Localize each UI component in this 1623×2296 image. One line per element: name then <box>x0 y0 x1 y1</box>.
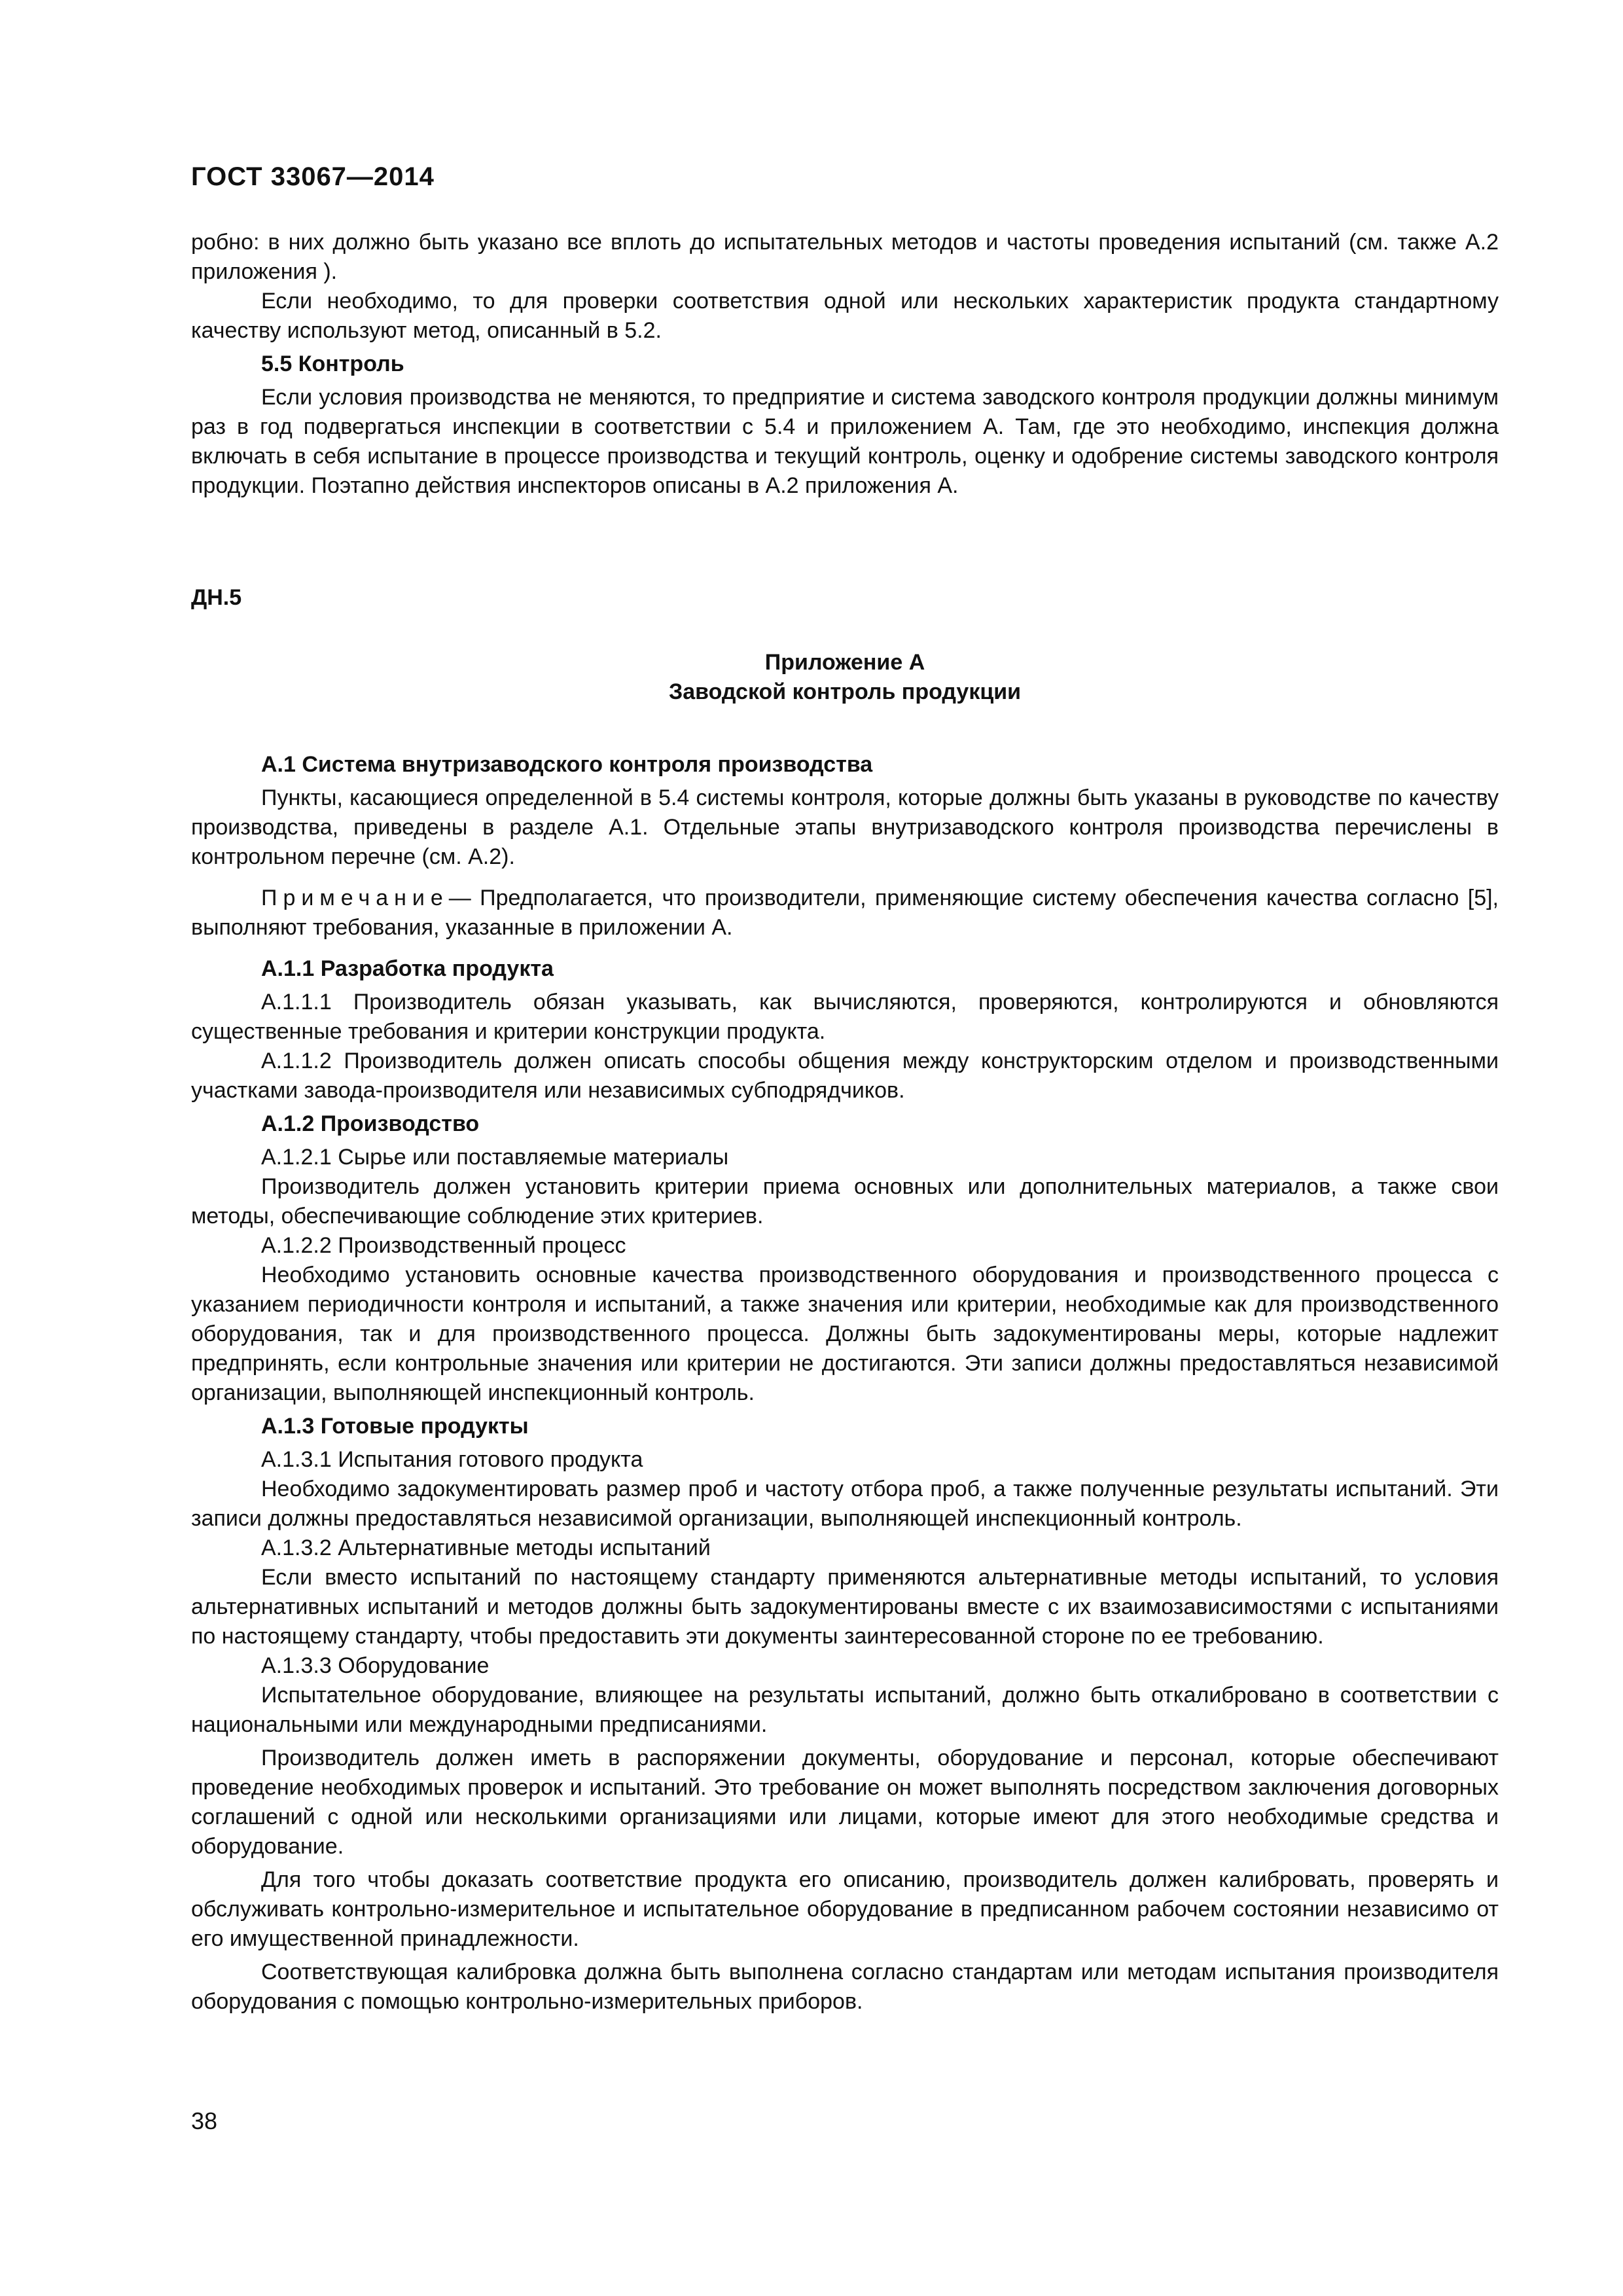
paragraph: Испытательное оборудование, влияющее на результаты испытаний, должно быть откалибровано в соответствии с национальными или международными предписаниями. <box>191 1683 1499 1737</box>
paragraph: Если необходимо, то для проверки соответствия одной или нескольких характеристик продукта стандартному качеству используют метод, описанный в 5.2. <box>191 289 1499 343</box>
paragraph: Для того чтобы доказать соответствие продукта его описанию, производитель должен калибровать, проверять и обслуживать контрольно-измерительное и испытательное оборудование в предписанном рабочем состоянии независимо от его имущественной принадлежности. <box>191 1867 1499 1951</box>
section-heading: А.1.1 Разработка продукта <box>261 956 554 981</box>
subsection-title: А.1.2.2 Производственный процесс <box>261 1233 626 1258</box>
subsection-title: А.1.3.1 Испытания готового продукта <box>261 1447 643 1472</box>
subsection-title: А.1.3.2 Альтернативные методы испытаний <box>261 1535 711 1560</box>
section-heading: А.1.3 Готовые продукты <box>261 1414 529 1439</box>
paragraph: Необходимо установить основные качества производственного оборудования и производственного процесса с указанием периодичности контроля и испытаний, а также значения или критерии, необходимые как для производственного оборудования, так и для производственного процесса. Должны быть задокументированы меры, которые надлежит предпринять, если контрольные значения или критерии не достигаются. Эти записи должны предоставляться независимой организации, выполняющей инспекционный контроль. <box>191 1263 1499 1405</box>
paragraph: робно: в них должно быть указано все вплоть до испытательных методов и частоты проведения испытаний (см. также А.2 приложения ). <box>191 230 1499 284</box>
annex-title: Приложение А <box>764 650 925 675</box>
dn-label: ДН.5 <box>191 585 242 610</box>
paragraph: Если условия производства не меняются, то предприятие и система заводского контроля продукции должны минимум раз в год подвергаться инспекции в соответствии с 5.4 и приложением А. Там, где это необходимо, инспекция должна включать в себя испытание в процессе производства и текущий контроль, оценку и одобрение системы заводского контроля продукции. Поэтапно действия инспекторов описаны в А.2 приложения А. <box>191 385 1499 498</box>
paragraph: Необходимо задокументировать размер проб и частоту отбора проб, а также полученные результаты испытаний. Эти записи должны предоставляться независимой организации, выполняющей инспекционный контроль. <box>191 1477 1499 1531</box>
annex-subtitle: Заводской контроль продукции <box>668 679 1022 704</box>
paragraph: Соответствующая калибровка должна быть выполнена согласно стандартам или методам испытания производителя оборудования с помощью контрольно-измерительных приборов. <box>191 1960 1499 2014</box>
section-heading: А.1.2 Производство <box>261 1111 480 1136</box>
section-heading: А.1 Система внутризаводского контроля производства <box>261 752 873 777</box>
paragraph: А.1.1.2 Производитель должен описать способы общения между конструкторским отделом и производственными участками завода-производителя или независимых субподрядчиков. <box>191 1049 1499 1103</box>
paragraph: Производитель должен иметь в распоряжении документы, оборудование и персонал, которые обеспечивают проведение необходимых проверок и испытаний. Это требование он может выполнять посредством заключения договорных соглашений с одной или несколькими организациями или лицами, которые имеют для этого необходимые средства и оборудование. <box>191 1746 1499 1859</box>
subsection-title: А.1.2.1 Сырье или поставляемые материалы <box>261 1145 729 1170</box>
paragraph: Если вместо испытаний по настоящему стандарту применяются альтернативные методы испытаний, то условия альтернативных испытаний и методов должны быть задокументированы вместе с их взаимозависимостями с испытаниями по настоящему стандарту, чтобы предоставить эти документы заинтересованной стороне по ее требованию. <box>191 1565 1499 1649</box>
subsection-title: А.1.3.3 Оборудование <box>261 1653 490 1678</box>
document-body <box>191 228 1499 2017</box>
section-heading: 5.5 Контроль <box>261 351 404 376</box>
note-label: Примечание <box>261 886 449 910</box>
document-header: ГОСТ 33067—2014 <box>191 162 435 191</box>
paragraph: Пункты, касающиеся определенной в 5.4 системы контроля, которые должны быть указаны в руководстве по качеству производства, приведены в разделе А.1. Отдельные этапы внутризаводского контроля производства перечислены в контрольном перечне (см. А.2). <box>191 785 1499 869</box>
page-number: 38 <box>191 2108 218 2134</box>
paragraph: А.1.1.1 Производитель обязан указывать, как вычисляются, проверяются, контролируются и обновляются существенные требования и критерии конструкции продукта. <box>191 990 1499 1044</box>
paragraph: Производитель должен установить критерии приема основных или дополнительных материалов, а также свои методы, обеспечивающие соблюдение этих критериев. <box>191 1174 1499 1229</box>
note-text: — Предполагается, что производители, применяющие систему обеспечения качества согласно [5], выполняют требования, указанные в приложении А. <box>191 886 1499 940</box>
note <box>191 884 1499 942</box>
